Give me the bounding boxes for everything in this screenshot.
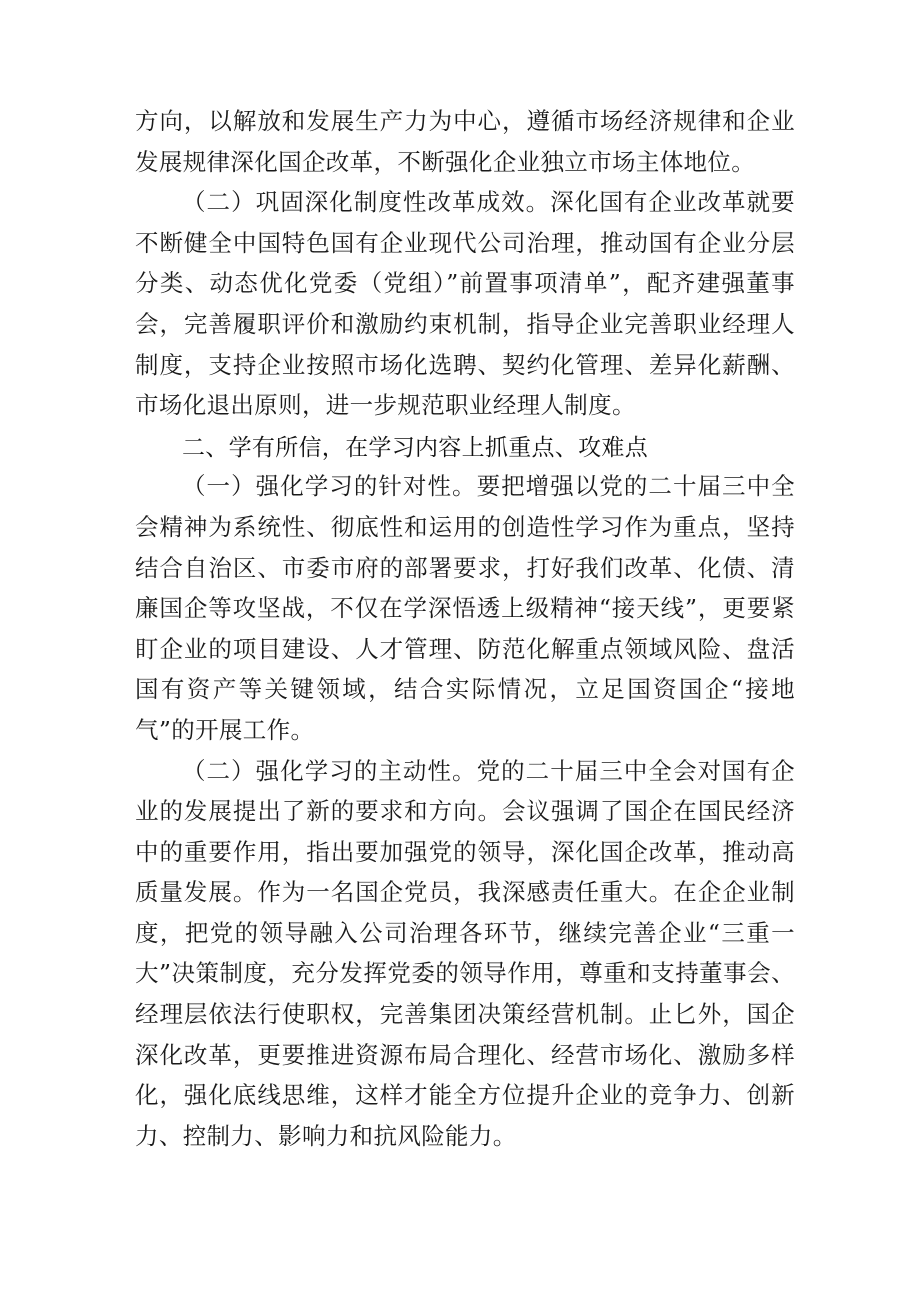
paragraph-consolidate-reform: （二）巩固深化制度性改革成效。深化国有企业改革就要不断健全中国特色国有企业现代公司治理，推动国有企业分层分类、动态优化党委（党组）”前置事项清单”，配齐建强董事会，完善履职评价和激励约束机制，指导企业完善职业经理人制度，支持企业按照市场化选聘、契约化管理、差异化薪酬、市场化退出原则，进一步规范职业经理人制度。	[135, 188, 795, 420]
paragraph-study-targeted: （一）强化学习的针对性。要把增强以党的二十届三中全会精神为系统性、彻底性和运用的创造性学习作为重点，坚持结合自治区、市委市府的部署要求，打好我们改革、化债、清廉国企等攻坚战，不仅在学深悟透上级精神“接天线”，更要紧盯企业的项目建设、人才管理、防范化解重点领域风险、盘活国有资产等关键领域，结合实际情况，立足国资国企“接地气”的开展工作。	[135, 472, 795, 744]
paragraph-continuation: 方向，以解放和发展生产力为中心，遵循市场经济规律和企业发展规律深化国企改革，不断强化企业独立市场主体地位。	[135, 107, 795, 176]
section-heading-2: 二、学有所信，在学习内容上抓重点、攻难点	[182, 434, 648, 461]
document-body	[135, 101, 795, 1156]
paragraph-study-initiative: （二）强化学习的主动性。党的二十届三中全会对国有企业的发展提出了新的要求和方向。会议强调了国企在国民经济中的重要作用，指出要加强党的领导，深化国企改革，推动高质量发展。作为一名国企党员，我深感责任重大。在企企业制度，把党的领导融入公司治理各环节，继续完善企业“三重一大”决策制度，充分发挥党委的领导作用，尊重和支持董事会、经理层依法行使职权，完善集团决策经营机制。止匕外，国企深化改革，更要推进资源布局合理化、经营市场化、激励多样化，强化底线思维，这样才能全方位提升企业的竞争力、创新力、控制力、影响力和抗风险能力。	[135, 756, 795, 1150]
